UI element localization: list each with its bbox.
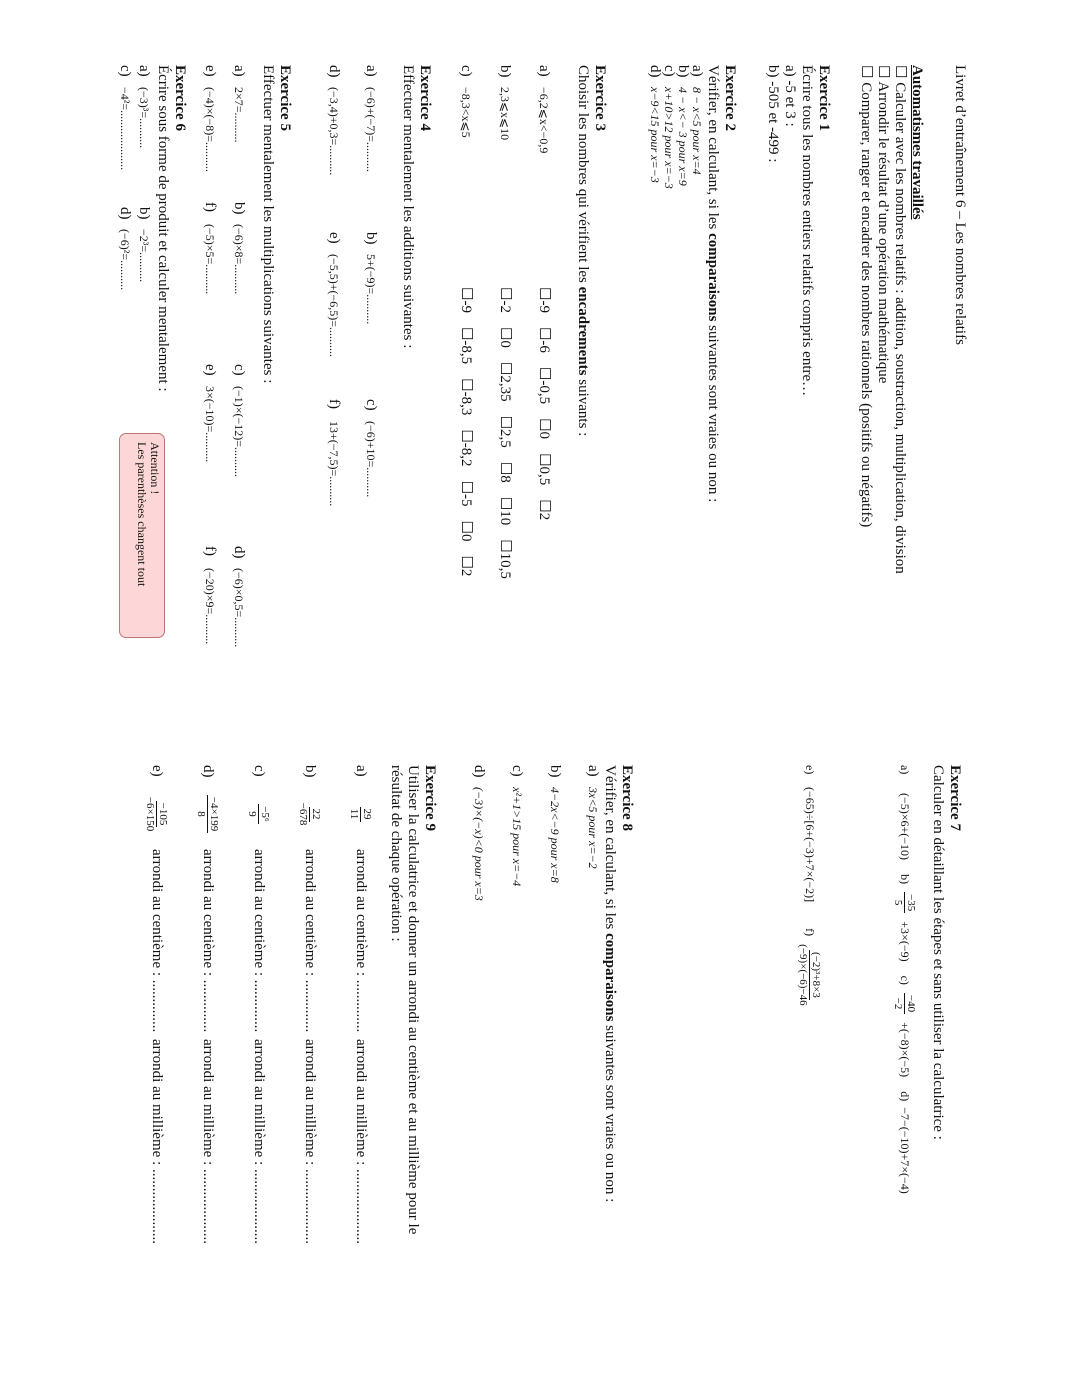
item-row [470, 765, 487, 1345]
centieme-answer: arrondi au centième : .............. [353, 849, 369, 1033]
centieme-answer: arrondi au centième : .............. [149, 849, 165, 1033]
numerator: (−2)³+8×3 [810, 952, 822, 998]
expression: (−6)+10=.......... [364, 421, 378, 498]
item-label: c) [898, 975, 912, 985]
item-row [297, 765, 322, 1365]
numerator: −4×199 [208, 796, 220, 832]
fraction [892, 993, 917, 1014]
item-row [535, 65, 552, 593]
choice-checkbox: ☐-9 [458, 287, 474, 313]
denominator: 8 [195, 811, 207, 817]
item-row [546, 765, 563, 1345]
item: a) -5 et 3 : [782, 65, 798, 127]
exercise-title: Exercice 9 [422, 765, 438, 831]
expression: (−3)³=.......... [137, 87, 151, 149]
instr-text: Vérifier, en calculant, si les [705, 65, 721, 234]
instr-text: Choisir les nombres qui vérifient les [575, 65, 591, 287]
fraction [797, 944, 822, 1005]
choice-checkbox: ☐10,5 [497, 539, 513, 579]
item-row [496, 65, 513, 593]
millieme-answer: arrondi au millième : .................... [200, 1039, 216, 1244]
instruction [704, 65, 721, 502]
choice-checkbox: ☐-0,5 [536, 366, 552, 405]
instr-bold: encadrements [575, 286, 591, 376]
exercise-title: Exercice 4 [417, 65, 433, 131]
item-row [325, 65, 342, 566]
choice-checkbox: ☐-8,5 [458, 326, 474, 365]
item-label: a) [363, 65, 379, 77]
expression: 5+(−9)=.......... [364, 254, 378, 325]
millieme-answer: arrondi au millième : .................... [353, 1039, 369, 1244]
numerator: 29 [361, 808, 373, 820]
automatisme-item: ☐ Calculer avec les nombres relatifs : addition, soustraction, multiplication, division [892, 65, 908, 574]
choice-checkbox: ☐-6 [536, 326, 552, 353]
expression: 2,3⩽x⩽10 [498, 87, 512, 141]
millieme-answer: arrondi au millième : .................... [302, 1039, 318, 1244]
item-label: b) [898, 874, 912, 885]
item-label: b) [231, 202, 247, 215]
exercise-3 [457, 65, 608, 593]
exercise-title: Exercice 3 [592, 65, 608, 131]
item-row [116, 65, 133, 392]
item-label: b) [547, 765, 563, 778]
attention-note [119, 433, 165, 638]
expression: (−3)×(−x)<0 pour x=3 [472, 787, 486, 901]
choice-checkbox: ☐-8,2 [458, 429, 474, 467]
automatismes-heading: Automatismes travaillés [909, 65, 925, 220]
numerator: −105 [157, 802, 169, 826]
instruction: Effectuer mentalement les additions suivantes : [400, 65, 416, 349]
expression: (−6)²=.......... [118, 229, 132, 291]
instruction: Écrire sous forme de produit et calculer mentalement : [155, 65, 171, 392]
numerator: −5⁶ [259, 806, 271, 822]
exercise-title: Exercice 5 [277, 65, 293, 131]
item-label: c) [251, 765, 267, 777]
exercise-title: Exercice 7 [947, 765, 963, 831]
expression: (−3,4)+0,3=.......... [327, 87, 341, 176]
choice-checkbox: ☐-5 [458, 480, 474, 507]
item [676, 65, 690, 502]
exercise-9 [144, 765, 438, 1365]
expression: 3x<5 pour x=−2 [586, 787, 600, 869]
item [662, 65, 676, 502]
item-label: c) [509, 765, 525, 777]
instruction: Effectuer mentalement les multiplications suivantes : [260, 65, 276, 384]
denominator: −678 [297, 802, 309, 826]
fraction [348, 789, 373, 839]
denominator: −6×150 [144, 796, 156, 832]
centieme-answer: arrondi au centième : .............. [302, 849, 318, 1033]
fraction [297, 789, 322, 839]
expression: 4 − x<− 3 pour x=9 [676, 87, 690, 186]
expression: −8,3<x⩽5 [459, 87, 473, 138]
instruction [601, 765, 618, 1345]
exercise-8 [470, 765, 635, 1345]
expression: (−5)×6+(−10) [898, 793, 912, 861]
item-row [201, 65, 218, 718]
expression: (−6)×0,5=.......... [232, 568, 246, 648]
item-row [584, 765, 601, 1345]
choice-checkbox: ☐8 [497, 461, 513, 483]
instr-text: suivantes sont vraies ou non : [705, 321, 721, 503]
choice-checkbox: ☐2,5 [497, 415, 513, 448]
expression: x²+1>15 pour x=−4 [510, 787, 524, 887]
exercise-2 [648, 65, 738, 502]
instr-bold: comparaisons [705, 233, 721, 322]
exercise-title: Exercice 8 [619, 765, 635, 831]
item-label: e) [149, 765, 165, 777]
item-label: a) [353, 765, 369, 777]
expression: (−5)×5=.......... [203, 224, 217, 295]
millieme-answer: arrondi au millième : .................... [251, 1039, 267, 1244]
instruction: résultat de chaque opération : [388, 765, 404, 942]
expression: 2×7=.......... [232, 87, 246, 143]
choice-checkbox: ☐0,5 [536, 453, 552, 486]
expression: (−4)×(−8)=.......... [203, 87, 217, 173]
item-label: b) [675, 65, 691, 78]
numerator: −35 [905, 894, 917, 912]
item-label: a) [898, 765, 912, 775]
expression: 4−2x<−9 pour x=8 [548, 787, 562, 883]
fraction [195, 789, 220, 839]
exercise-4 [325, 65, 433, 566]
item: b) -505 et -499 : [765, 65, 781, 163]
numerator: −40 [905, 994, 917, 1013]
item-row [246, 765, 271, 1365]
item-label: c) [231, 364, 247, 376]
item-row [797, 765, 822, 1345]
denominator: 11 [348, 808, 360, 820]
expression: +3×(−9) [898, 921, 912, 962]
item [648, 65, 662, 502]
choice-checkbox: ☐-8,3 [458, 378, 474, 416]
choice-checkbox: ☐2,35 [497, 361, 513, 402]
choice-checkbox: ☐2 [458, 555, 474, 577]
item-label: a) [536, 65, 552, 77]
instr-bold: comparaisons [602, 933, 618, 1022]
numerator: 22 [310, 808, 322, 820]
exercise-1 [764, 65, 832, 396]
item-row [144, 765, 169, 1365]
choice-checkbox: ☐0 [458, 520, 474, 542]
denominator: −2 [892, 997, 904, 1010]
note-title: Attention ! [148, 442, 162, 495]
automatismes [857, 65, 925, 574]
item-label: f) [202, 202, 218, 212]
choice-checkbox: ☐0 [497, 326, 513, 348]
item-label: b) [136, 207, 152, 220]
expression: (−65)÷[6+(−3)+7×(−2)] [803, 787, 817, 903]
instruction: Utiliser la calculatrice et donner un arrondi au centième et au millième pour le [405, 765, 421, 1235]
item-label: c) [363, 399, 379, 411]
item-label: b) [363, 232, 379, 245]
item-label: d) [647, 65, 663, 78]
exercise-title: Exercice 6 [172, 65, 188, 131]
fraction [246, 789, 271, 839]
automatisme-item: ☐ Comparer, ranger et encadrer des nombres rationnels (positifs ou négatifs) [858, 65, 874, 528]
choice-checkbox: ☐10 [497, 496, 513, 526]
item-label: e) [202, 364, 218, 376]
item-row [135, 65, 152, 392]
instruction [574, 65, 591, 593]
centieme-answer: arrondi au centième : .............. [251, 849, 267, 1033]
item-label: e) [202, 65, 218, 77]
item-label: d) [898, 1091, 912, 1102]
expression: −2³=.......... [137, 229, 151, 283]
item-label: a) [585, 765, 601, 777]
expression: 3×(−10)=.......... [203, 386, 217, 463]
fraction [144, 789, 169, 839]
item-label: c) [661, 65, 677, 77]
item-label: d) [326, 65, 342, 78]
instr-text: suivantes sont vraies ou non : [602, 1021, 618, 1203]
exercise-title: Exercice 2 [722, 65, 738, 131]
page-title: Livret d’entraînement 6 – Les nombres relatifs [952, 65, 968, 345]
instruction: Calculer en détaillant les étapes et sans utiliser la calculatrice : [930, 765, 946, 1140]
item-label: c) [117, 65, 133, 77]
expression: (−6)+(−7)=.......... [364, 87, 378, 173]
denominator: 5 [892, 899, 904, 906]
expression: (−6)×8=.......... [232, 224, 246, 295]
item-row [362, 65, 379, 566]
exercise-5 [201, 65, 293, 718]
choice-checkbox: ☐-9 [536, 287, 552, 313]
item-label: c) [458, 65, 474, 77]
item-label: f) [326, 399, 342, 409]
expression: x−9<15 pour x=−3 [648, 87, 662, 183]
expression: −4²=.................... [118, 87, 132, 171]
expression: +(−8)×(−5) [898, 1022, 912, 1078]
automatisme-item: ☐ Arrondir le résultat d’une opération mathématique [875, 65, 891, 384]
exercise-7 [797, 765, 963, 1345]
exercise-6 [116, 65, 188, 392]
item-label: a) [231, 65, 247, 77]
item-label: d) [117, 207, 133, 220]
expression: x+10>12 pour x=−3 [662, 87, 676, 189]
millieme-answer: arrondi au millième : .................... [149, 1039, 165, 1244]
item-label: a) [136, 65, 152, 77]
choice-checkbox: ☐0 [536, 418, 552, 440]
expression: −6,2⩽x<−0,9 [537, 87, 551, 154]
expression: −7−(−10)+7×(−4) [898, 1107, 912, 1194]
item-row [892, 765, 917, 1345]
expression: (−5,5)+(−6,5)=.......... [327, 254, 341, 358]
denominator: (−9)×(−6)−46 [797, 944, 809, 1006]
item-label: d) [200, 765, 216, 778]
expression: (−1)×(−12)=.......... [232, 386, 246, 478]
instr-text: Vérifier, en calculant, si les [602, 765, 618, 934]
instr-text: suivants : [575, 375, 591, 437]
item-row [348, 765, 373, 1365]
fraction [892, 892, 917, 913]
centieme-answer: arrondi au centième : .............. [200, 849, 216, 1033]
item-label: b) [302, 765, 318, 778]
item-label: e) [326, 232, 342, 244]
choice-checkbox: ☐-2 [497, 287, 513, 313]
expression: 13+(−7,5)=.......... [327, 421, 341, 507]
item-label: b) [497, 65, 513, 78]
item-label: d) [471, 765, 487, 778]
instruction: Écrire tous les nombres entiers relatifs compris entre… [799, 65, 815, 397]
note-text: Les parenthèses changent tout [135, 442, 149, 587]
item-row [195, 765, 220, 1365]
item-label: d) [231, 546, 247, 559]
exercise-title: Exercice 1 [816, 65, 832, 131]
item-row [230, 65, 247, 718]
choice-checkbox: ☐2 [536, 499, 552, 521]
item [690, 65, 704, 502]
item-row [457, 65, 474, 593]
item-label: e) [803, 765, 817, 775]
item-label: f) [202, 546, 218, 556]
denominator: 9 [246, 811, 258, 817]
expression: 8 − x<5 pour x=4 [690, 87, 704, 175]
item-label: f) [803, 928, 817, 937]
item-row [508, 765, 525, 1345]
expression: (−20)×9=.......... [203, 568, 217, 645]
item-label: a) [689, 65, 705, 77]
